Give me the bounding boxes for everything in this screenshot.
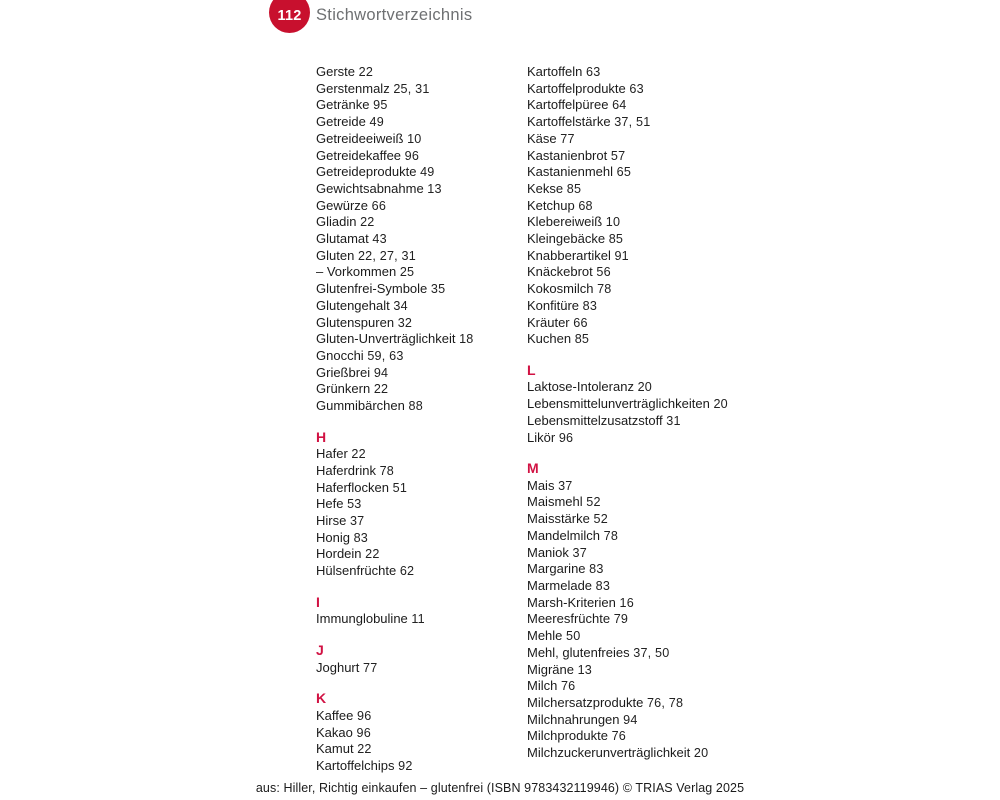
entry-pages: 22 — [358, 65, 374, 79]
entry-term: Konfitüre — [527, 297, 580, 313]
entry-pages: 94 — [623, 712, 638, 727]
index-entry — [527, 97, 729, 114]
index-section-continued — [316, 64, 521, 415]
index-entry — [527, 131, 729, 148]
entry-term: Getreideprodukte — [316, 164, 417, 180]
index-entry — [316, 248, 521, 265]
index-entry — [527, 148, 729, 165]
index-entry — [316, 264, 521, 281]
source-attribution: aus: Hiller, Richtig einkaufen – glutenfrei (ISBN 9783432119946) © TRIAS Verlag 2025 — [255, 781, 745, 795]
entry-term: Hefe — [316, 496, 344, 512]
entry-term: Ketchup — [527, 197, 575, 213]
entry-term: Mehle — [527, 628, 563, 644]
entry-term: Kartoffelpüree — [527, 97, 609, 113]
index-entry — [316, 365, 521, 382]
index-entry — [316, 81, 521, 98]
entry-term: Likör — [527, 429, 556, 445]
entry-pages: 16 — [619, 595, 634, 610]
entry-term: Haferdrink — [316, 462, 376, 478]
index-entry — [527, 379, 729, 396]
index-entry — [527, 712, 729, 729]
entry-pages: 13 — [577, 662, 593, 677]
entry-term: Käse — [527, 130, 557, 146]
entry-term: Meeresfrüchte — [527, 611, 611, 627]
entry-term: Kartoffeln — [527, 64, 583, 79]
index-entry — [527, 494, 729, 511]
index-entry — [316, 611, 521, 628]
entry-term: Migräne — [527, 661, 574, 677]
section-letter: H — [316, 428, 327, 445]
entry-pages: 62 — [399, 564, 415, 579]
entry-term: Honig — [316, 529, 350, 545]
entry-pages: 49 — [369, 115, 384, 130]
index-entry — [316, 563, 521, 580]
index-entry — [527, 561, 729, 578]
entry-pages: 25 — [399, 265, 415, 280]
entry-term: Mehl, glutenfreies — [527, 644, 630, 660]
entry-term: Gewichtsabnahme — [316, 180, 424, 196]
entry-pages: 22 — [373, 382, 389, 397]
entry-pages: 57 — [610, 148, 626, 163]
entry-pages: 63 — [629, 81, 644, 96]
index-entry — [527, 64, 729, 81]
entry-term: Getreideeiweiß — [316, 130, 404, 146]
entry-term: Gummibärchen — [316, 398, 405, 414]
entry-term: Hordein — [316, 546, 362, 562]
entry-pages: 49 — [420, 165, 435, 180]
index-entry — [527, 198, 729, 215]
entry-term: Marmelade — [527, 577, 593, 593]
entry-term: Glutamat — [316, 231, 369, 247]
index-entry — [527, 264, 729, 281]
entry-pages: 83 — [589, 562, 604, 577]
entry-pages: 20 — [693, 746, 709, 761]
index-entry — [316, 398, 521, 415]
entry-pages: 96 — [356, 725, 371, 740]
entry-term: – Vorkommen — [316, 264, 397, 280]
section-letter: K — [316, 690, 327, 707]
entry-term: Gerstenmalz — [316, 80, 390, 96]
entry-term: Milchnahrungen — [527, 711, 620, 727]
index-entry — [527, 728, 729, 745]
entry-pages: 78 — [379, 463, 395, 478]
entry-pages: 25, 31 — [393, 81, 430, 96]
index-entry — [527, 281, 729, 298]
index-entry — [527, 678, 729, 695]
index-entry — [316, 381, 521, 398]
entry-term: Kastanienbrot — [527, 147, 608, 163]
entry-term: Kaffee — [316, 707, 354, 723]
entry-term: Glutenspuren — [316, 314, 395, 330]
index-entry — [316, 181, 521, 198]
index-section-l — [527, 362, 729, 446]
index-entry — [527, 662, 729, 679]
entry-pages: 34 — [393, 298, 408, 313]
index-entry — [316, 546, 521, 563]
index-entry — [527, 181, 729, 198]
index-section-i — [316, 594, 521, 628]
entry-term: Getränke — [316, 97, 370, 113]
entry-pages: 66 — [573, 315, 588, 330]
entry-pages: 76, 78 — [646, 695, 684, 710]
entry-term: Hülsenfrüchte — [316, 563, 397, 579]
index-entry — [527, 114, 729, 131]
entry-term: Joghurt — [316, 659, 360, 675]
page-title: Stichwortverzeichnis — [316, 6, 473, 24]
entry-pages: 59, 63 — [367, 348, 404, 363]
entry-term: Kakao — [316, 724, 353, 740]
entry-term: Kleingebäcke — [527, 231, 606, 247]
index-entry — [527, 578, 729, 595]
entry-term: Grießbrei — [316, 364, 371, 380]
entry-term: Immunglobuline — [316, 611, 408, 627]
entry-pages: 85 — [574, 332, 590, 347]
index-entry — [316, 480, 521, 497]
entry-pages: 83 — [353, 530, 369, 545]
entry-term: Grünkern — [316, 381, 371, 397]
entry-term: Getreide — [316, 114, 366, 130]
entry-term: Glutengehalt — [316, 297, 390, 313]
index-entry — [527, 331, 729, 348]
index-entry — [527, 396, 729, 413]
index-entry — [316, 298, 521, 315]
index-entry — [527, 478, 729, 495]
entry-pages: 68 — [578, 198, 593, 213]
index-entry — [316, 114, 521, 131]
index-entry — [316, 530, 521, 547]
entry-term: Margarine — [527, 561, 586, 577]
entry-pages: 64 — [612, 98, 627, 113]
entry-term: Gewürze — [316, 197, 369, 213]
index-entry — [527, 645, 729, 662]
index-entry — [316, 331, 521, 348]
section-letter: J — [316, 642, 324, 659]
index-entry — [316, 281, 521, 298]
entry-pages: 78 — [603, 528, 619, 543]
index-entry — [316, 741, 521, 758]
entry-term: Maismehl — [527, 494, 583, 510]
entry-pages: 95 — [373, 98, 388, 113]
index-entry — [316, 231, 521, 248]
index-column-2 — [527, 64, 729, 762]
index-entry — [527, 628, 729, 645]
entry-term: Gerste — [316, 64, 356, 79]
entry-pages: 94 — [373, 365, 389, 380]
entry-pages: 53 — [347, 497, 362, 512]
entry-pages: 91 — [614, 248, 629, 263]
entry-pages: 31 — [666, 413, 681, 428]
entry-term: Milchprodukte — [527, 728, 608, 744]
index-section-m — [527, 460, 729, 761]
index-entry — [316, 463, 521, 480]
entry-pages: 22 — [357, 742, 372, 757]
page-number-badge — [269, 0, 310, 33]
entry-pages: 22, 27, 31 — [357, 248, 416, 263]
index-entry — [527, 315, 729, 332]
entry-term: Milch — [527, 678, 558, 694]
index-section-h — [316, 429, 521, 580]
entry-pages: 76 — [611, 729, 626, 744]
index-entry — [316, 214, 521, 231]
entry-pages: 13 — [427, 181, 442, 196]
index-entry — [527, 611, 729, 628]
entry-term: Kokosmilch — [527, 281, 594, 297]
index-section-continued — [527, 64, 729, 348]
entry-term: Kartoffelchips — [316, 757, 395, 773]
section-letter: I — [316, 593, 320, 610]
entry-pages: 37, 50 — [633, 645, 670, 660]
entry-pages: 65 — [616, 165, 632, 180]
entry-pages: 56 — [596, 265, 611, 280]
entry-term: Haferflocken — [316, 479, 389, 495]
entry-pages: 96 — [558, 430, 574, 445]
index-entry — [527, 430, 729, 447]
index-entry — [316, 758, 521, 775]
index-entry — [527, 511, 729, 528]
entry-term: Kastanienmehl — [527, 164, 613, 180]
entry-term: Kartoffelprodukte — [527, 80, 626, 96]
entry-term: Kräuter — [527, 314, 570, 330]
entry-pages: 85 — [608, 232, 624, 247]
index-entry — [527, 248, 729, 265]
entry-pages: 32 — [397, 315, 413, 330]
entry-pages: 88 — [408, 399, 423, 414]
index-entry — [316, 164, 521, 181]
entry-pages: 22 — [360, 215, 375, 230]
index-entry — [316, 315, 521, 332]
index-entry — [527, 214, 729, 231]
entry-pages: 50 — [566, 629, 581, 644]
index-entry — [527, 413, 729, 430]
entry-pages: 37, 51 — [614, 115, 651, 130]
entry-term: Gluten-Unverträglichkeit — [316, 331, 456, 347]
entry-pages: 79 — [613, 612, 629, 627]
entry-pages: 83 — [582, 298, 598, 313]
index-entry — [527, 695, 729, 712]
entry-pages: 43 — [372, 232, 387, 247]
entry-term: Hirse — [316, 513, 347, 529]
entry-term: Kuchen — [527, 331, 572, 347]
index-entry — [316, 513, 521, 530]
entry-term: Mais — [527, 477, 555, 493]
entry-term: Glutenfrei-Symbole — [316, 281, 428, 297]
index-entry — [316, 198, 521, 215]
entry-term: Maniok — [527, 544, 569, 560]
entry-term: Knäckebrot — [527, 264, 593, 280]
entry-term: Gnocchi — [316, 347, 364, 363]
index-entry — [316, 725, 521, 742]
index-entry — [527, 545, 729, 562]
index-entry — [527, 231, 729, 248]
entry-term: Kamut — [316, 741, 354, 757]
entry-term: Laktose-Intoleranz — [527, 379, 634, 395]
entry-pages: 52 — [593, 512, 608, 527]
index-entry — [316, 131, 521, 148]
entry-pages: 83 — [595, 578, 611, 593]
index-section-k — [316, 690, 521, 774]
entry-term: Lebensmittelunverträglichkeiten — [527, 396, 710, 412]
index-section-j — [316, 642, 521, 676]
entry-term: Klebereiweiß — [527, 214, 603, 230]
entry-pages: 22 — [351, 447, 366, 462]
index-entry — [527, 745, 729, 762]
entry-pages: 37 — [558, 478, 573, 493]
index-entry — [527, 298, 729, 315]
index-entry — [316, 64, 521, 81]
entry-pages: 20 — [713, 397, 728, 412]
entry-pages: 77 — [560, 131, 575, 146]
index-entry — [316, 708, 521, 725]
entry-pages: 96 — [356, 708, 372, 723]
entry-term: Getreidekaffee — [316, 147, 402, 163]
entry-term: Milchzuckerunverträglichkeit — [527, 745, 691, 761]
index-entry — [316, 496, 521, 513]
entry-pages: 52 — [586, 495, 601, 510]
entry-pages: 51 — [392, 480, 408, 495]
index-entry — [527, 528, 729, 545]
index-entry — [316, 97, 521, 114]
section-letter: M — [527, 460, 539, 477]
entry-term: Gliadin — [316, 214, 357, 230]
index-entry — [527, 164, 729, 181]
entry-pages: 66 — [371, 198, 387, 213]
entry-term: Gluten — [316, 247, 355, 263]
entry-term: Knabberartikel — [527, 247, 611, 263]
entry-pages: 85 — [566, 181, 582, 196]
entry-pages: 77 — [363, 660, 378, 675]
entry-pages: 63 — [586, 65, 601, 79]
entry-pages: 10 — [407, 131, 422, 146]
entry-term: Kartoffelstärke — [527, 114, 611, 130]
entry-term: Marsh-Kriterien — [527, 594, 616, 610]
index-entry — [527, 81, 729, 98]
entry-pages: 92 — [398, 758, 413, 773]
entry-pages: 10 — [605, 215, 621, 230]
entry-term: Maisstärke — [527, 511, 590, 527]
index-entry — [316, 660, 521, 677]
entry-pages: 96 — [404, 148, 420, 163]
section-letter: L — [527, 361, 536, 378]
index-entry — [316, 148, 521, 165]
entry-pages: 37 — [349, 514, 365, 529]
entry-term: Milchersatzprodukte — [527, 694, 644, 710]
index-entry — [527, 595, 729, 612]
index-column-1 — [316, 64, 521, 775]
entry-pages: 35 — [430, 282, 446, 297]
entry-term: Mandelmilch — [527, 527, 600, 543]
page-number: 112 — [277, 8, 302, 24]
entry-pages: 37 — [572, 545, 587, 560]
entry-pages: 20 — [637, 380, 652, 395]
entry-term: Kekse — [527, 180, 564, 196]
entry-pages: 18 — [459, 332, 474, 347]
entry-pages: 76 — [560, 679, 576, 694]
entry-pages: 11 — [411, 612, 425, 627]
index-entry — [316, 446, 521, 463]
entry-term: Lebensmittelzusatzstoff — [527, 412, 663, 428]
entry-pages: 22 — [365, 547, 380, 562]
entry-pages: 78 — [597, 282, 612, 297]
index-entry — [316, 348, 521, 365]
entry-term: Hafer — [316, 446, 348, 462]
